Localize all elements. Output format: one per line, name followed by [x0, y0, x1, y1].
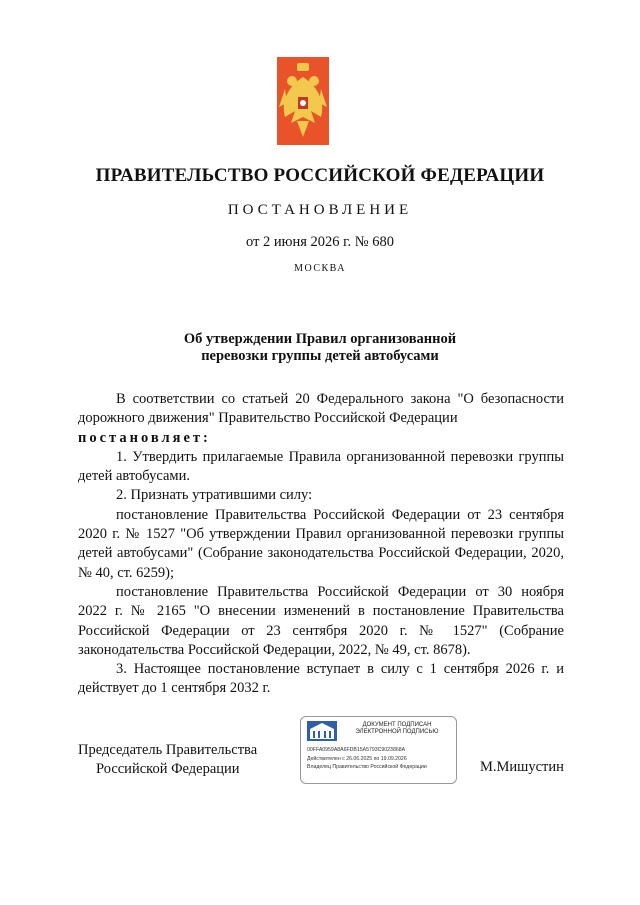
item-2a-paragraph: постановление Правительства Российской Федерации от 23 сентября 2020 г. № 1527 "Об утверждении Правил организованной перевозки группы детей автобусами" (Собрание законодательства Российской Федерации, 2020, № 40, ст. 6259); — [78, 506, 564, 581]
subject-line-1: Об утверждении Правил организованной — [183, 331, 457, 347]
item-2-paragraph: 2. Признать утратившими силу: — [116, 487, 313, 504]
item-2b-paragraph: постановление Правительства Российской Федерации от 30 ноября 2022 г. № 2165 "О внесении изменений в постановление Правительства Российской Федерации от 23 сентября 2020 г. № 1527" (Собрание законодательства Российской Федерации, 2022, № 49, ст. 8678). — [78, 583, 564, 658]
city-name: МОСКВА — [294, 263, 346, 274]
stamp-validity: Действителен с 26.06.2025 по 19.09.2026 — [307, 756, 407, 762]
electronic-signature-stamp — [300, 716, 457, 784]
signatory-title-line-2: Российской Федерации — [96, 761, 240, 777]
document-subject — [0, 331, 640, 365]
subject-line-2: перевозки группы детей автобусами — [201, 348, 439, 364]
decree-word: постановляет: — [78, 429, 211, 446]
government-title: ПРАВИТЕЛЬСТВО РОССИЙСКОЙ ФЕДЕРАЦИИ — [95, 165, 545, 186]
document-date-number: от 2 июня 2026 г. № 680 — [246, 234, 394, 250]
preamble-paragraph: В соответствии со статьей 20 Федерального закона "О безопасности дорожного движения" Правительство Российской Федерации — [78, 391, 564, 427]
building-icon — [307, 721, 337, 741]
item-1-paragraph: 1. Утвердить прилагаемые Правила организованной перевозки группы детей автобусами. — [78, 448, 564, 485]
document-type: ПОСТАНОВЛЕНИЕ — [227, 202, 413, 218]
item-3-paragraph: 3. Настоящее постановление вступает в силу с 1 сентября 2026 г. и действует до 1 сентября 2032 г. — [78, 661, 564, 697]
stamp-heading: ДОКУМЕНТ ПОДПИСАН ЭЛЕКТРОННОЙ ПОДПИСЬЮ — [355, 722, 439, 735]
signatory-name: М.Мишустин — [480, 759, 564, 775]
coat-of-arms-emblem — [277, 57, 329, 145]
stamp-owner: Владелец Правительство Российской Федерации — [307, 764, 427, 770]
stamp-certificate: 00FFA0959A8A6FDB15A5793C9023868A — [307, 747, 406, 753]
signatory-title-line-1: Председатель Правительства — [78, 742, 258, 758]
document-body — [78, 390, 564, 699]
signatory-title — [78, 741, 257, 779]
